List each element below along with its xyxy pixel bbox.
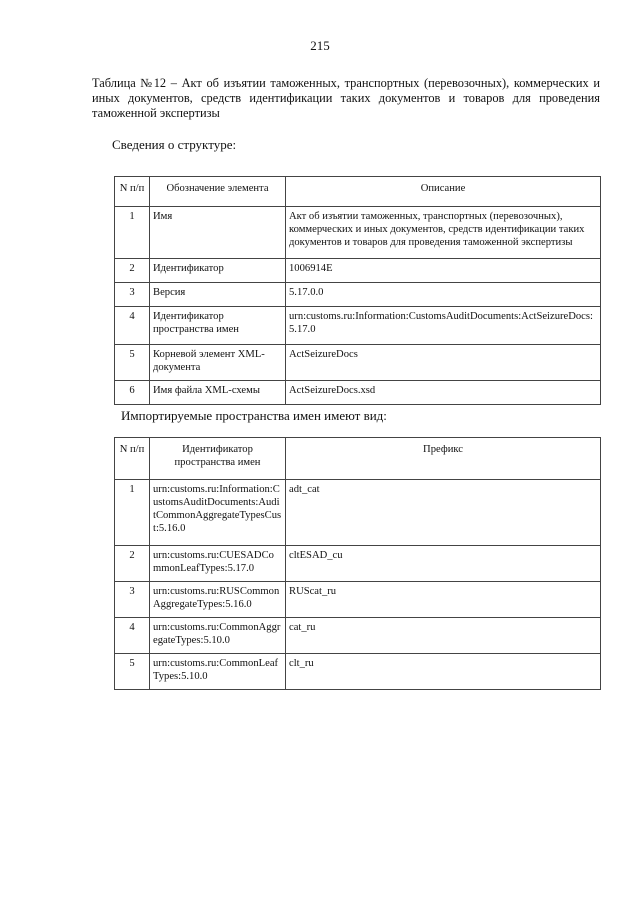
row-prefix: cat_ru xyxy=(286,618,601,654)
row-namespace-id: urn:customs.ru:Information:CustomsAuditDocuments:AuditCommonAggregateTypesCust:5.16.0 xyxy=(150,480,286,546)
table-row xyxy=(115,259,601,283)
table-row xyxy=(115,307,601,345)
row-num: 2 xyxy=(115,259,150,283)
table-row xyxy=(115,654,601,690)
row-num: 5 xyxy=(115,654,150,690)
row-namespace-id: urn:customs.ru:CommonAggregateTypes:5.10.0 xyxy=(150,618,286,654)
table-header-row xyxy=(115,177,601,207)
row-description: 1006914E xyxy=(286,259,601,283)
namespaces-table xyxy=(114,437,601,690)
row-prefix: cltESAD_cu xyxy=(286,546,601,582)
row-element-name: Имя xyxy=(150,207,286,259)
row-element-name: Идентификатор пространства имен xyxy=(150,307,286,345)
namespaces-section-label: Импортируемые пространства имен имеют вид: xyxy=(121,408,387,423)
row-element-name: Версия xyxy=(150,283,286,307)
row-element-name: Корневой элемент XML-документа xyxy=(150,345,286,381)
table-title: Таблица №12 – Акт об изъятии таможенных, транспортных (перевозочных), коммерческих и иных документов, средств идентификации таких документов и товаров для проведения таможенной экспертизы xyxy=(92,76,600,120)
row-num: 1 xyxy=(115,480,150,546)
table-row xyxy=(115,283,601,307)
table-row xyxy=(115,480,601,546)
table-row xyxy=(115,381,601,405)
row-description: urn:customs.ru:Information:CustomsAuditDocuments:ActSeizureDocs:5.17.0 xyxy=(286,307,601,345)
table-row xyxy=(115,618,601,654)
header-num: N п/п xyxy=(115,177,150,207)
structure-section-label: Сведения о структуре: xyxy=(112,137,237,152)
row-element-name: Идентификатор xyxy=(150,259,286,283)
row-namespace-id: urn:customs.ru:CUESADCommonLeafTypes:5.17.0 xyxy=(150,546,286,582)
row-num: 5 xyxy=(115,345,150,381)
row-prefix: clt_ru xyxy=(286,654,601,690)
table-row xyxy=(115,207,601,259)
header-namespace-id: Идентификатор пространства имен xyxy=(150,438,286,480)
row-description: Акт об изъятии таможенных, транспортных (перевозочных), коммерческих и иных документов, средств идентификации таких документов и товаров для проведения таможенной экспертизы xyxy=(286,207,601,259)
header-description: Описание xyxy=(286,177,601,207)
row-num: 6 xyxy=(115,381,150,405)
row-description: 5.17.0.0 xyxy=(286,283,601,307)
row-num: 2 xyxy=(115,546,150,582)
row-prefix: adt_cat xyxy=(286,480,601,546)
row-num: 4 xyxy=(115,618,150,654)
table-row xyxy=(115,546,601,582)
header-element-name: Обозначение элемента xyxy=(150,177,286,207)
row-num: 4 xyxy=(115,307,150,345)
row-num: 1 xyxy=(115,207,150,259)
table-row xyxy=(115,345,601,381)
page-number: 215 xyxy=(310,38,330,53)
header-prefix: Префикс xyxy=(286,438,601,480)
row-namespace-id: urn:customs.ru:RUSCommonAggregateTypes:5.16.0 xyxy=(150,582,286,618)
row-element-name: Имя файла XML-схемы xyxy=(150,381,286,405)
header-num: N п/п xyxy=(115,438,150,480)
table-row xyxy=(115,582,601,618)
structure-table xyxy=(114,176,601,405)
row-num: 3 xyxy=(115,283,150,307)
row-description: ActSeizureDocs.xsd xyxy=(286,381,601,405)
row-prefix: RUScat_ru xyxy=(286,582,601,618)
row-num: 3 xyxy=(115,582,150,618)
row-namespace-id: urn:customs.ru:CommonLeafTypes:5.10.0 xyxy=(150,654,286,690)
table-header-row xyxy=(115,438,601,480)
row-description: ActSeizureDocs xyxy=(286,345,601,381)
